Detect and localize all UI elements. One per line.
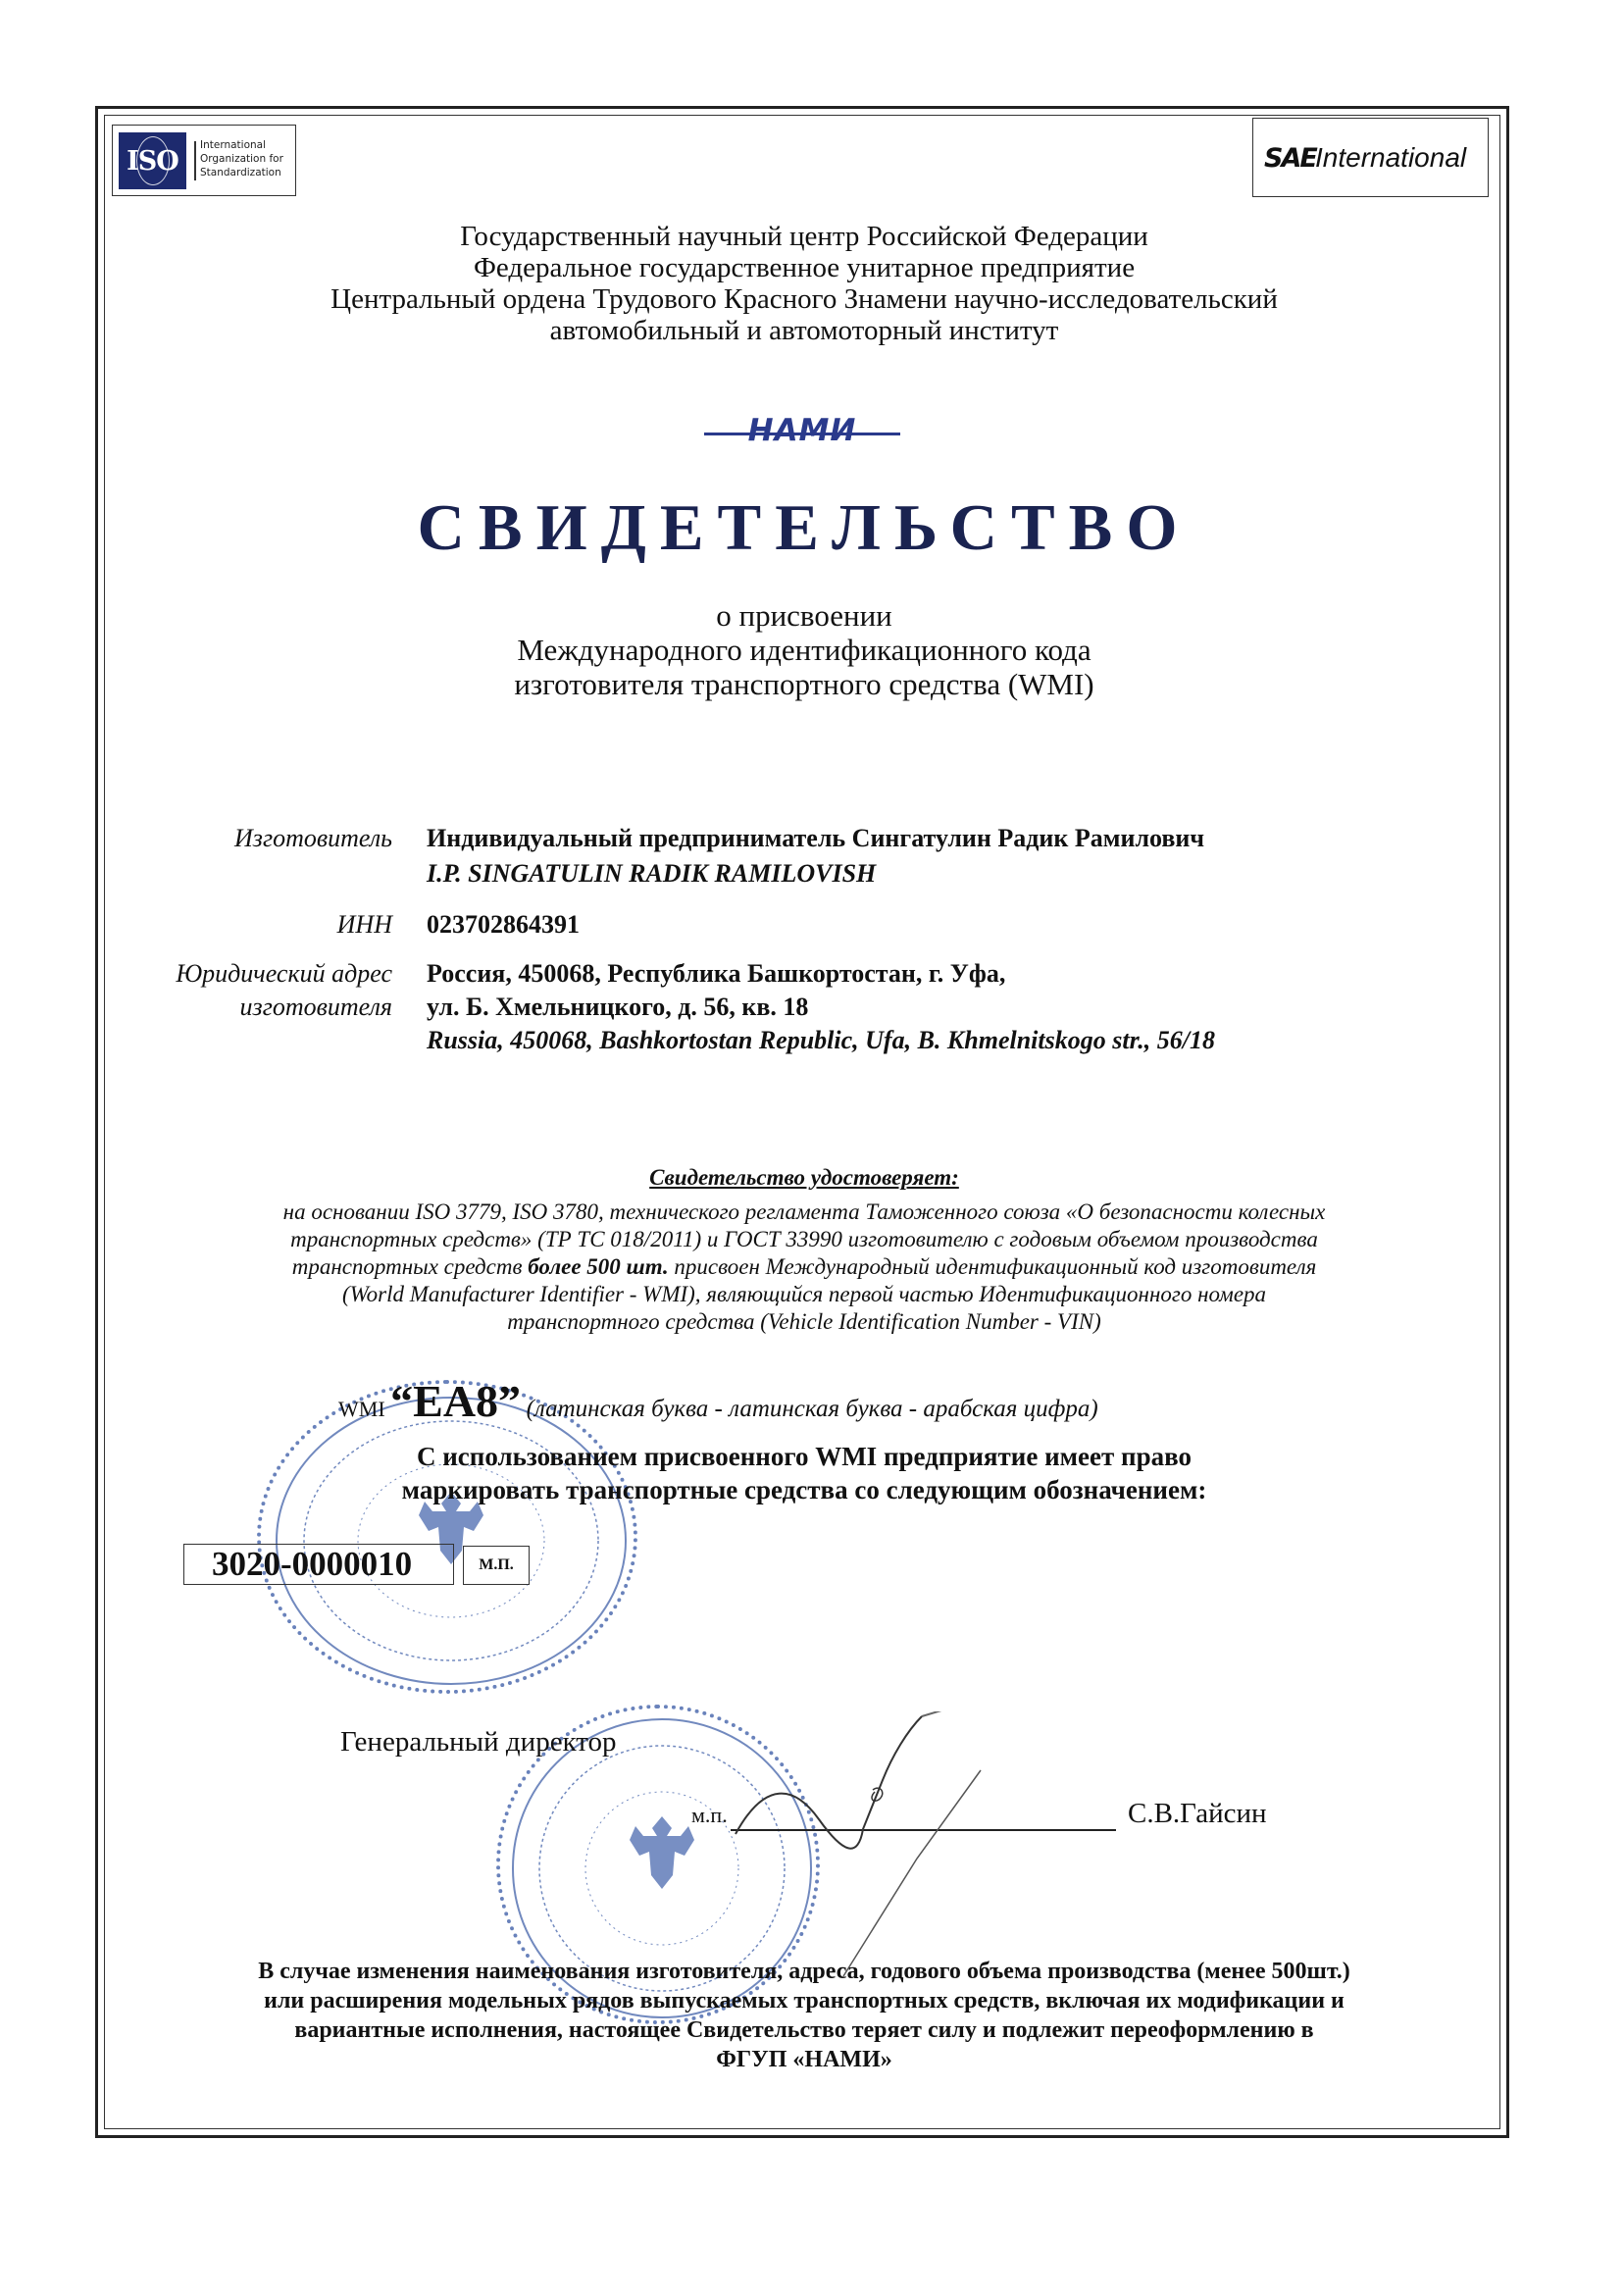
signature-seal-label: м.п. (691, 1803, 728, 1827)
iso-line-1: International (200, 139, 267, 151)
official-stamp-1 (257, 1380, 637, 1694)
nami-logo-text: НАМИ (747, 413, 857, 448)
cert-line-1: на основании ISO 3779, ISO 3780, технического регламента Таможенного союза «О безопасности колесных (282, 1199, 1326, 1224)
subtitle-line-1: о присвоении (716, 598, 892, 633)
cert-line-4: (World Manufacturer Identifier - WMI), являющийся первой частью Идентификационного номера (341, 1282, 1267, 1306)
cert-line-3 (157, 1253, 1451, 1281)
inn-value: 023702864391 (427, 910, 580, 939)
address-ru-line-1: Россия, 450068, Республика Башкортостан, г. Уфа, (427, 959, 1006, 988)
inn-label: ИНН (336, 910, 392, 939)
iso-globe-icon (119, 132, 186, 189)
footer-line-1: В случае изменения наименования изготовителя, адреса, годового объема производства (менее 500шт.) (258, 1959, 1350, 1984)
sae-logo (1252, 118, 1489, 197)
iso-line-3: Standardization (200, 167, 281, 178)
cert-line-3-post: присвоен Международный идентификационный код изготовителя (668, 1254, 1317, 1279)
address-en: Russia, 450068, Bashkortostan Republic, Ufa, B. Khmelnitskogo str., 56/18 (427, 1026, 1215, 1054)
certificate-title: СВИДЕТЕЛЬСТВО (417, 491, 1192, 564)
certificate-subtitle (108, 598, 1500, 701)
iso-line-2: Organization for (200, 153, 283, 165)
manufacturer-label: Изготовитель (234, 824, 392, 852)
rights-line-2: маркировать транспортные средства со следующим обозначением: (401, 1475, 1207, 1504)
wmi-description: (латинская буква - латинская буква - арабская цифра) (526, 1396, 1098, 1422)
marking-rights (108, 1440, 1500, 1506)
nami-logo (704, 412, 900, 451)
iso-logo (112, 125, 296, 196)
subtitle-line-3: изготовителя транспортного средства (WMI) (514, 667, 1094, 701)
manufacturer-name-en: I.P. SINGATULIN RADIK RAMILOVISH (427, 859, 877, 888)
designation-code: 3020-0000010 (183, 1544, 454, 1585)
iso-mark-text: ISO (127, 145, 178, 177)
org-line-1: Государственный научный центр Российской Федерации (460, 221, 1148, 252)
wmi-code: “EA8” (390, 1376, 522, 1426)
address-ru-line-2: ул. Б. Хмельницкого, д. 56, кв. 18 (427, 993, 809, 1021)
footer-line-4: ФГУП «НАМИ» (716, 2047, 892, 2072)
rights-line-1: С использованием присвоенного WMI предприятие имеет право (417, 1442, 1192, 1471)
volume-threshold: более 500 шт. (528, 1254, 669, 1279)
manufacturer-name-ru: Индивидуальный предприниматель Сингатулин Радик Рамилович (427, 824, 1205, 852)
certification-body (157, 1198, 1451, 1336)
footer-notice (108, 1957, 1500, 2074)
sae-logo-text: International (1315, 142, 1467, 173)
footer-line-3: вариантные исполнения, настоящее Свидетельство теряет силу и подлежит переоформлению в (294, 2017, 1314, 2043)
wmi-prefix: WMI (338, 1397, 385, 1421)
subtitle-line-2: Международного идентификационного кода (517, 633, 1091, 667)
organization-header (108, 221, 1500, 346)
seal-placeholder-box: М.П. (463, 1546, 530, 1585)
cert-line-2: транспортных средств» (ТР ТС 018/2011) и ГОСТ 33990 изготовителю с годовым объемом производства (290, 1227, 1318, 1251)
cert-line-3-pre: транспортных средств (291, 1254, 529, 1279)
org-line-4: автомобильный и автомоторный институт (549, 315, 1059, 346)
certification-heading: Свидетельство удостоверяет: (649, 1165, 959, 1190)
sae-logo-bold: SAE (1264, 143, 1316, 174)
org-line-2: Федеральное государственное унитарное предприятие (473, 252, 1136, 283)
address-label-1: Юридический адрес (176, 959, 392, 988)
org-line-3: Центральный ордена Трудового Красного Знамени научно-исследовательский (330, 283, 1278, 315)
wmi-line (338, 1375, 1098, 1427)
footer-line-2: или расширения модельных рядов выпускаемых транспортных средств, включая их модификации и (264, 1988, 1345, 2014)
signer-name: С.В.Гайсин (1128, 1798, 1267, 1829)
cert-line-5: транспортного средства (Vehicle Identification Number - VIN) (507, 1309, 1101, 1334)
address-label-2: изготовителя (239, 993, 392, 1021)
signer-position: Генеральный директор (340, 1726, 617, 1758)
